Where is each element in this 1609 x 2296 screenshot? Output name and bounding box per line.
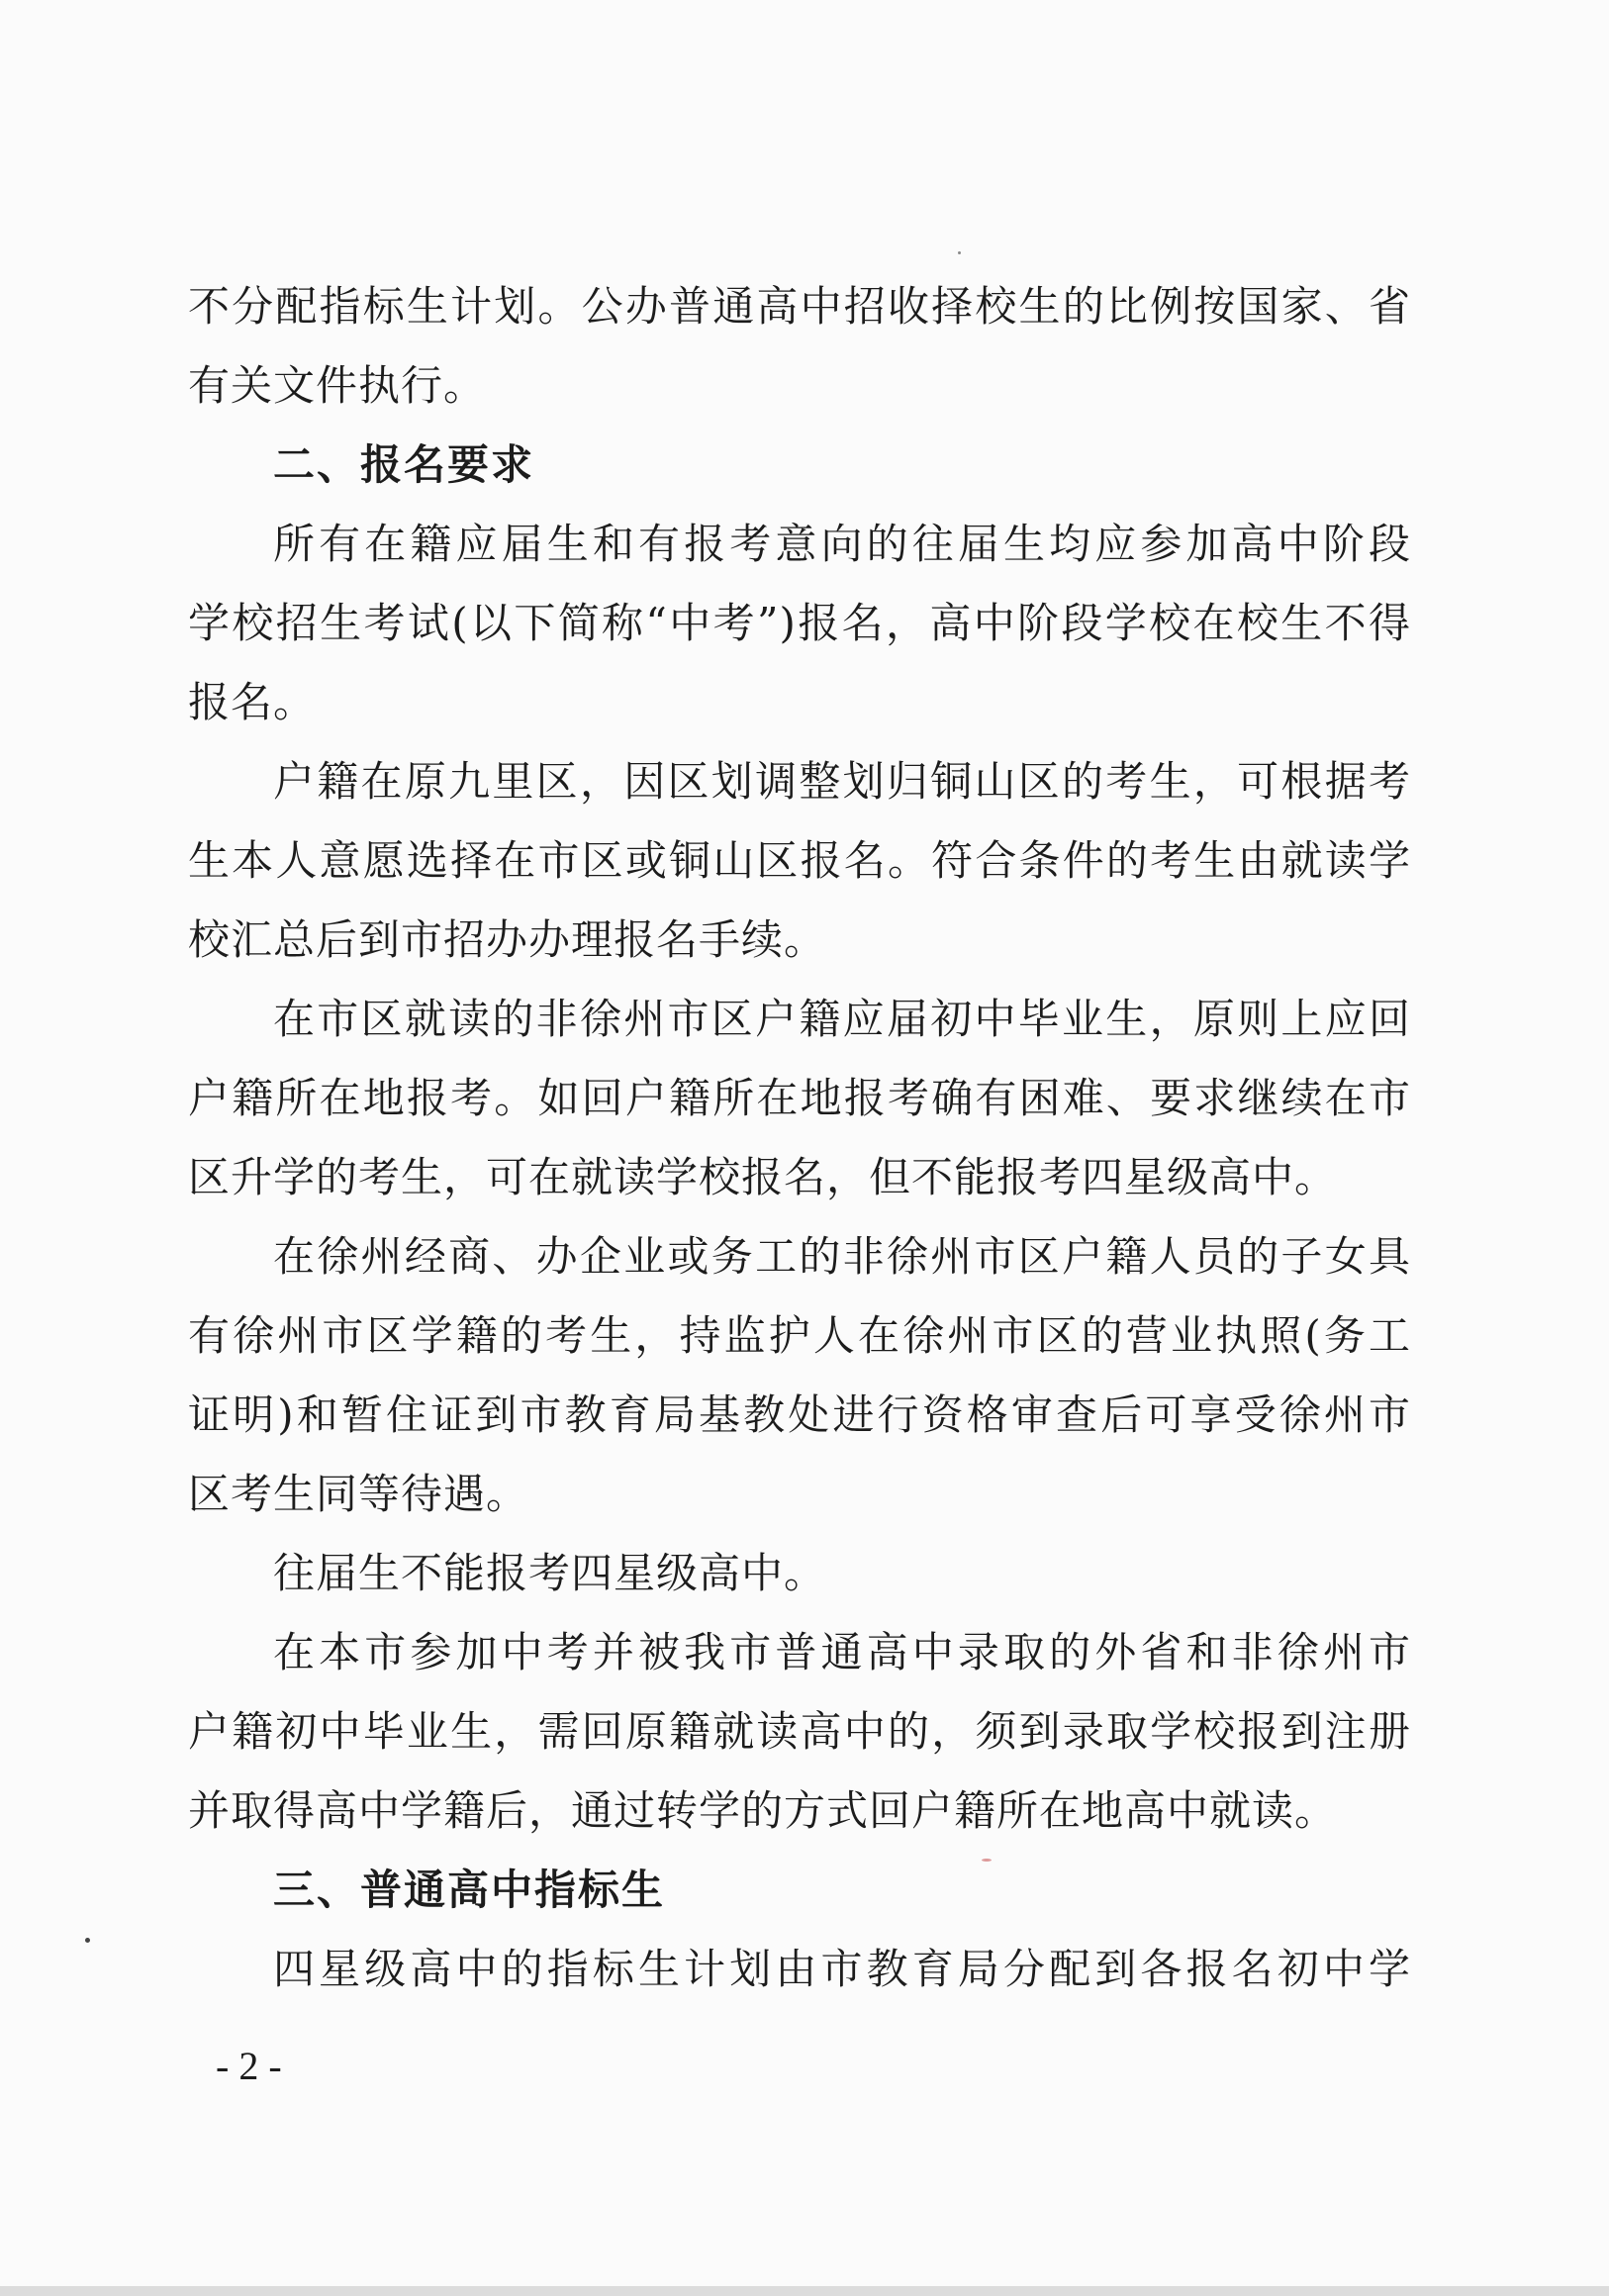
body-line: 有关文件执行。 — [188, 361, 487, 410]
body-line: 在本市参加中考并被我市普通高中录取的外省和非徐州市 — [273, 1628, 1411, 1676]
body-line: 户籍在原九里区，因区划调整划归铜山区的考生，可根据考 — [273, 757, 1411, 806]
body-line: 校汇总后到市招办办理报名手续。 — [188, 915, 827, 964]
body-line: 生本人意愿选择在市区或铜山区报名。符合条件的考生由就读学 — [188, 836, 1411, 885]
body-line: 区升学的考生，可在就读学校报名，但不能报考四星级高中。 — [188, 1153, 1338, 1201]
body-line: 户籍初中毕业生，需回原籍就读高中的，须到录取学校报到注册 — [188, 1707, 1411, 1756]
body-line: 不分配指标生计划。公办普通高中招收择校生的比例按国家、省 — [188, 282, 1411, 331]
scan-speck — [958, 251, 961, 254]
body-line: 报名。 — [188, 678, 317, 726]
document-body — [188, 267, 1411, 2009]
body-line: 在市区就读的非徐州市区户籍应届初中毕业生，原则上应回 — [273, 995, 1411, 1043]
scan-bottom-edge — [0, 2286, 1609, 2296]
body-line: 往届生不能报考四星级高中。 — [273, 1549, 827, 1597]
body-line: 并取得高中学籍后，通过转学的方式回户籍所在地高中就读。 — [188, 1786, 1338, 1835]
body-line: 所有在籍应届生和有报考意向的往届生均应参加高中阶段 — [273, 520, 1411, 568]
body-line: 四星级高中的指标生计划由市教育局分配到各报名初中学 — [273, 1945, 1411, 1993]
body-line: 区考生同等待遇。 — [188, 1470, 529, 1518]
body-line: 在徐州经商、办企业或务工的非徐州市区户籍人员的子女具 — [273, 1232, 1411, 1281]
section-heading: 三、普通高中指标生 — [273, 1866, 666, 1914]
body-line: 学校招生考试(以下简称“中考”)报名，高中阶段学校在校生不得 — [188, 599, 1411, 647]
body-line: 证明)和暂住证到市教育局基教处进行资格审查后可享受徐州市 — [188, 1390, 1411, 1439]
body-line: 有徐州市区学籍的考生，持监护人在徐州市区的营业执照(务工 — [188, 1311, 1411, 1360]
scan-speck — [982, 1859, 992, 1862]
scan-speck — [85, 1938, 90, 1943]
page-number: - 2 - — [216, 2044, 282, 2088]
section-heading: 二、报名要求 — [273, 440, 535, 489]
body-line: 户籍所在地报考。如回户籍所在地报考确有困难、要求继续在市 — [188, 1074, 1411, 1122]
